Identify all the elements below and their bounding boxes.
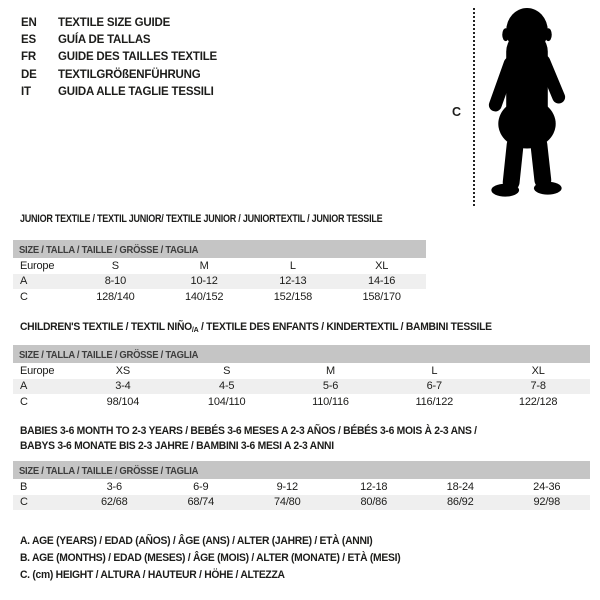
table-cell: 10-12 [160, 274, 249, 290]
babies-section-title [20, 424, 506, 454]
table-cell: 80/86 [331, 495, 418, 511]
height-measure-label: C [452, 105, 462, 119]
table-cell: XS [115, 364, 131, 377]
language-row-de [21, 66, 217, 83]
junior-size-table [13, 240, 426, 305]
legend-notes [20, 533, 425, 585]
language-code: EN [21, 16, 37, 29]
language-code: ES [21, 34, 36, 47]
table-cell: 18-24 [446, 480, 474, 493]
babies-title-line2: BABYS 3-6 MONATE BIS 2-3 JAHRE / BAMBINI 3-6 MESI A 2-3 ANNI [20, 440, 334, 452]
children-section-title [20, 321, 522, 334]
language-title: GUIDE DES TAILLES TEXTILE [58, 51, 217, 64]
table-header-row [13, 240, 426, 258]
table-cell: 6-9 [193, 480, 209, 493]
row-label-cell: A [13, 379, 71, 395]
table-row [13, 394, 590, 410]
table-row [13, 274, 426, 290]
size-header-label: SIZE / TALLA / TAILLE / GRÖSSE / TAGLIA [19, 244, 199, 256]
language-title: TEXTILGRÖßENFÜHRUNG [58, 68, 201, 81]
table-cell: 5-6 [279, 379, 383, 395]
table-row [13, 479, 590, 495]
table-cell: 14-16 [337, 274, 426, 290]
table-cell: 24-36 [533, 480, 561, 493]
table-cell: 68/74 [158, 495, 245, 511]
table-cell: 62/68 [71, 495, 158, 511]
table-cell: 4-5 [175, 379, 279, 395]
table-cell: 152/158 [273, 290, 313, 303]
table-cell: 9-12 [276, 480, 298, 493]
row-label-cell: Europe [20, 259, 55, 272]
babies-title-line1: BABIES 3-6 MONTH TO 2-3 YEARS / BEBÉS 3-6 MESES A 2-3 AÑOS / BÉBÉS 3-6 MOIS À 2-3 ANS / [20, 425, 477, 437]
table-cell: 86/92 [417, 495, 504, 511]
language-row-fr [21, 49, 217, 66]
language-row-es [21, 31, 217, 48]
table-cell: 3-6 [106, 480, 122, 493]
children-title-subscript: /A [191, 325, 199, 334]
junior-section-title [20, 213, 462, 225]
language-row-en [21, 14, 217, 31]
size-header-bar [13, 345, 590, 363]
table-row [13, 289, 426, 305]
children-section-title-text [20, 321, 492, 334]
junior-section-title-text: JUNIOR TEXTILE / TEXTIL JUNIOR/ TEXTILE JUNIOR / JUNIORTEXTIL / JUNIOR TESSILE [20, 213, 383, 225]
table-cell: 92/98 [504, 495, 591, 511]
size-header-bar [13, 461, 590, 479]
table-cell: XL [531, 364, 545, 377]
table-cell: 104/110 [207, 395, 246, 408]
table-cell: 128/140 [96, 290, 135, 303]
table-row [13, 379, 590, 395]
babies-section-title-text [20, 424, 477, 454]
language-code: IT [21, 86, 31, 99]
table-header-row [13, 345, 590, 363]
table-header-row [13, 461, 590, 479]
row-label-cell: C [20, 395, 28, 408]
language-title: GUÍA DE TALLAS [58, 34, 151, 47]
row-label-cell: C [13, 495, 71, 511]
table-cell: 74/80 [244, 495, 331, 511]
table-cell: 8-10 [71, 274, 160, 290]
size-header-label: SIZE / TALLA / TAILLE / GRÖSSE / TAGLIA [19, 349, 199, 361]
row-label-cell: C [20, 290, 28, 303]
table-row [13, 495, 590, 511]
size-header-label: SIZE / TALLA / TAILLE / GRÖSSE / TAGLIA [19, 465, 199, 477]
table-cell: 110/116 [312, 395, 349, 408]
language-title: TEXTILE SIZE GUIDE [58, 16, 171, 29]
language-title-list [21, 14, 217, 101]
table-cell: 158/170 [362, 290, 401, 303]
height-measure-dotted-line [473, 8, 475, 206]
table-cell: 7-8 [486, 379, 590, 395]
table-cell: M [199, 259, 209, 272]
table-cell: 3-4 [71, 379, 175, 395]
language-code: FR [21, 51, 36, 64]
language-row-it [21, 84, 217, 101]
table-cell: L [431, 364, 438, 377]
toddler-silhouette-icon [482, 6, 572, 204]
table-cell: 12-18 [360, 480, 388, 493]
babies-size-table [13, 461, 590, 510]
table-cell: 6-7 [382, 379, 486, 395]
children-title-part1: CHILDREN'S TEXTILE / TEXTIL NIÑO [20, 321, 192, 333]
table-cell: M [326, 364, 335, 377]
legend-note-b: B. AGE (MONTHS) / EDAD (MESES) / ÂGE (MOIS) / ALTER (MONATE) / ETÀ (MESI) [20, 552, 401, 565]
row-label-cell: B [20, 480, 28, 493]
table-cell: 140/152 [184, 290, 224, 303]
size-header-bar [13, 240, 426, 258]
language-title: GUIDA ALLE TAGLIE TESSILI [58, 86, 214, 99]
row-label-cell: Europe [20, 364, 55, 377]
table-cell: S [223, 364, 231, 377]
language-code: DE [21, 68, 37, 81]
table-cell: XL [375, 259, 389, 272]
legend-note-a: A. AGE (YEARS) / EDAD (AÑOS) / ÂGE (ANS) / ALTER (JAHRE) / ETÀ (ANNI) [20, 535, 373, 547]
table-row [13, 363, 590, 379]
row-label-cell: A [13, 274, 71, 290]
children-size-table [13, 345, 590, 410]
children-title-part2: / TEXTILE DES ENFANTS / KINDERTEXTIL / BAMBINI TESSILE [198, 321, 492, 333]
table-cell: L [289, 259, 296, 272]
table-cell: 116/122 [415, 395, 454, 408]
table-cell: 98/104 [106, 395, 140, 408]
table-row [13, 258, 426, 274]
table-cell: 122/128 [518, 395, 558, 408]
legend-note-c: C. (cm) HEIGHT / ALTURA / HAUTEUR / HÖHE / ALTEZZA [20, 569, 285, 582]
table-cell: 12-13 [249, 274, 338, 290]
table-cell: S [111, 259, 119, 272]
